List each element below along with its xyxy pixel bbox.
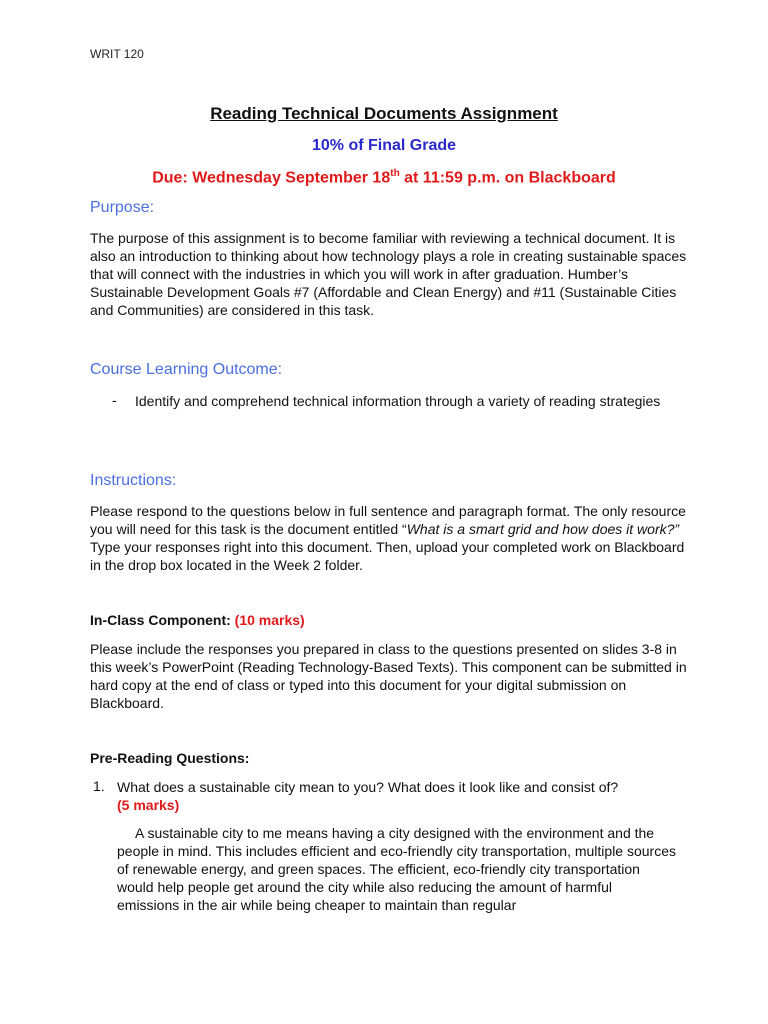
instructions-text-after: Type your responses right into this document. Then, upload your completed work on Blackboard in the drop box located in the Week 2 folder. <box>90 539 685 573</box>
in-class-label: In-Class Component: <box>90 612 235 628</box>
instructions-text <box>90 502 690 574</box>
due-suffix: at 11:59 p.m. on Blackboard <box>399 169 616 187</box>
purpose-heading: Purpose: <box>90 199 155 216</box>
question-1 <box>117 778 677 814</box>
due-superscript: th <box>390 168 400 179</box>
course-code: WRIT 120 <box>90 47 144 61</box>
in-class-marks: (10 marks) <box>234 612 305 628</box>
purpose-text: The purpose of this assignment is to become familiar with reviewing a technical document. It is also an introduction to thinking about how technology plays a role in creating sustainable spaces that will connect with the industries in which you will work in after graduation. Humber’s Sustainable Development Goals #7 (Affordable and Clean Energy) and #11 (Sustainable Cities and Communities) are considered in this task. <box>90 230 687 318</box>
in-class-heading <box>90 612 305 628</box>
due-prefix: Due: Wednesday September 18 <box>152 169 391 187</box>
question-1-marks: (5 marks) <box>117 797 180 813</box>
question-1-text: What does a sustainable city mean to you? What does it look like and consist of? <box>117 779 619 795</box>
outcome-item: Identify and comprehend technical information through a variety of reading strategies <box>135 393 661 409</box>
due-date <box>0 168 768 187</box>
outcome-heading: Course Learning Outcome: <box>90 361 283 378</box>
instructions-document-title: What is a smart grid and how does it work?” <box>406 521 680 537</box>
assignment-title: Reading Technical Documents Assignment <box>210 104 558 123</box>
instructions-text-before: Please respond to the questions below in full sentence and paragraph format. The only resource you will need for this task is the document entitled “ <box>90 503 686 537</box>
question-number: 1. <box>93 778 105 794</box>
grade-weight: 10% of Final Grade <box>311 137 457 154</box>
outcome-bullet: - <box>112 392 117 408</box>
question-1-answer[interactable]: A sustainable city to me means having a city designed with the environment and the people in mind. This includes efficient and eco-friendly city transportation, multiple sources of renewable energy, and green spaces. The efficient, eco-friendly city transportation would help people get around the city while also reducing the amount of harmful emissions in the air while being cheaper to maintain than regular <box>117 825 676 913</box>
pre-reading-heading: Pre-Reading Questions: <box>90 750 250 766</box>
instructions-heading: Instructions: <box>90 472 177 489</box>
in-class-text: Please include the responses you prepared in class to the questions presented on slides 3-8 in this week’s PowerPoint (Reading Technology-Based Texts). This component can be submitted in hard copy at the end of class or typed into this document for your digital submission on Blackboard. <box>90 641 687 711</box>
